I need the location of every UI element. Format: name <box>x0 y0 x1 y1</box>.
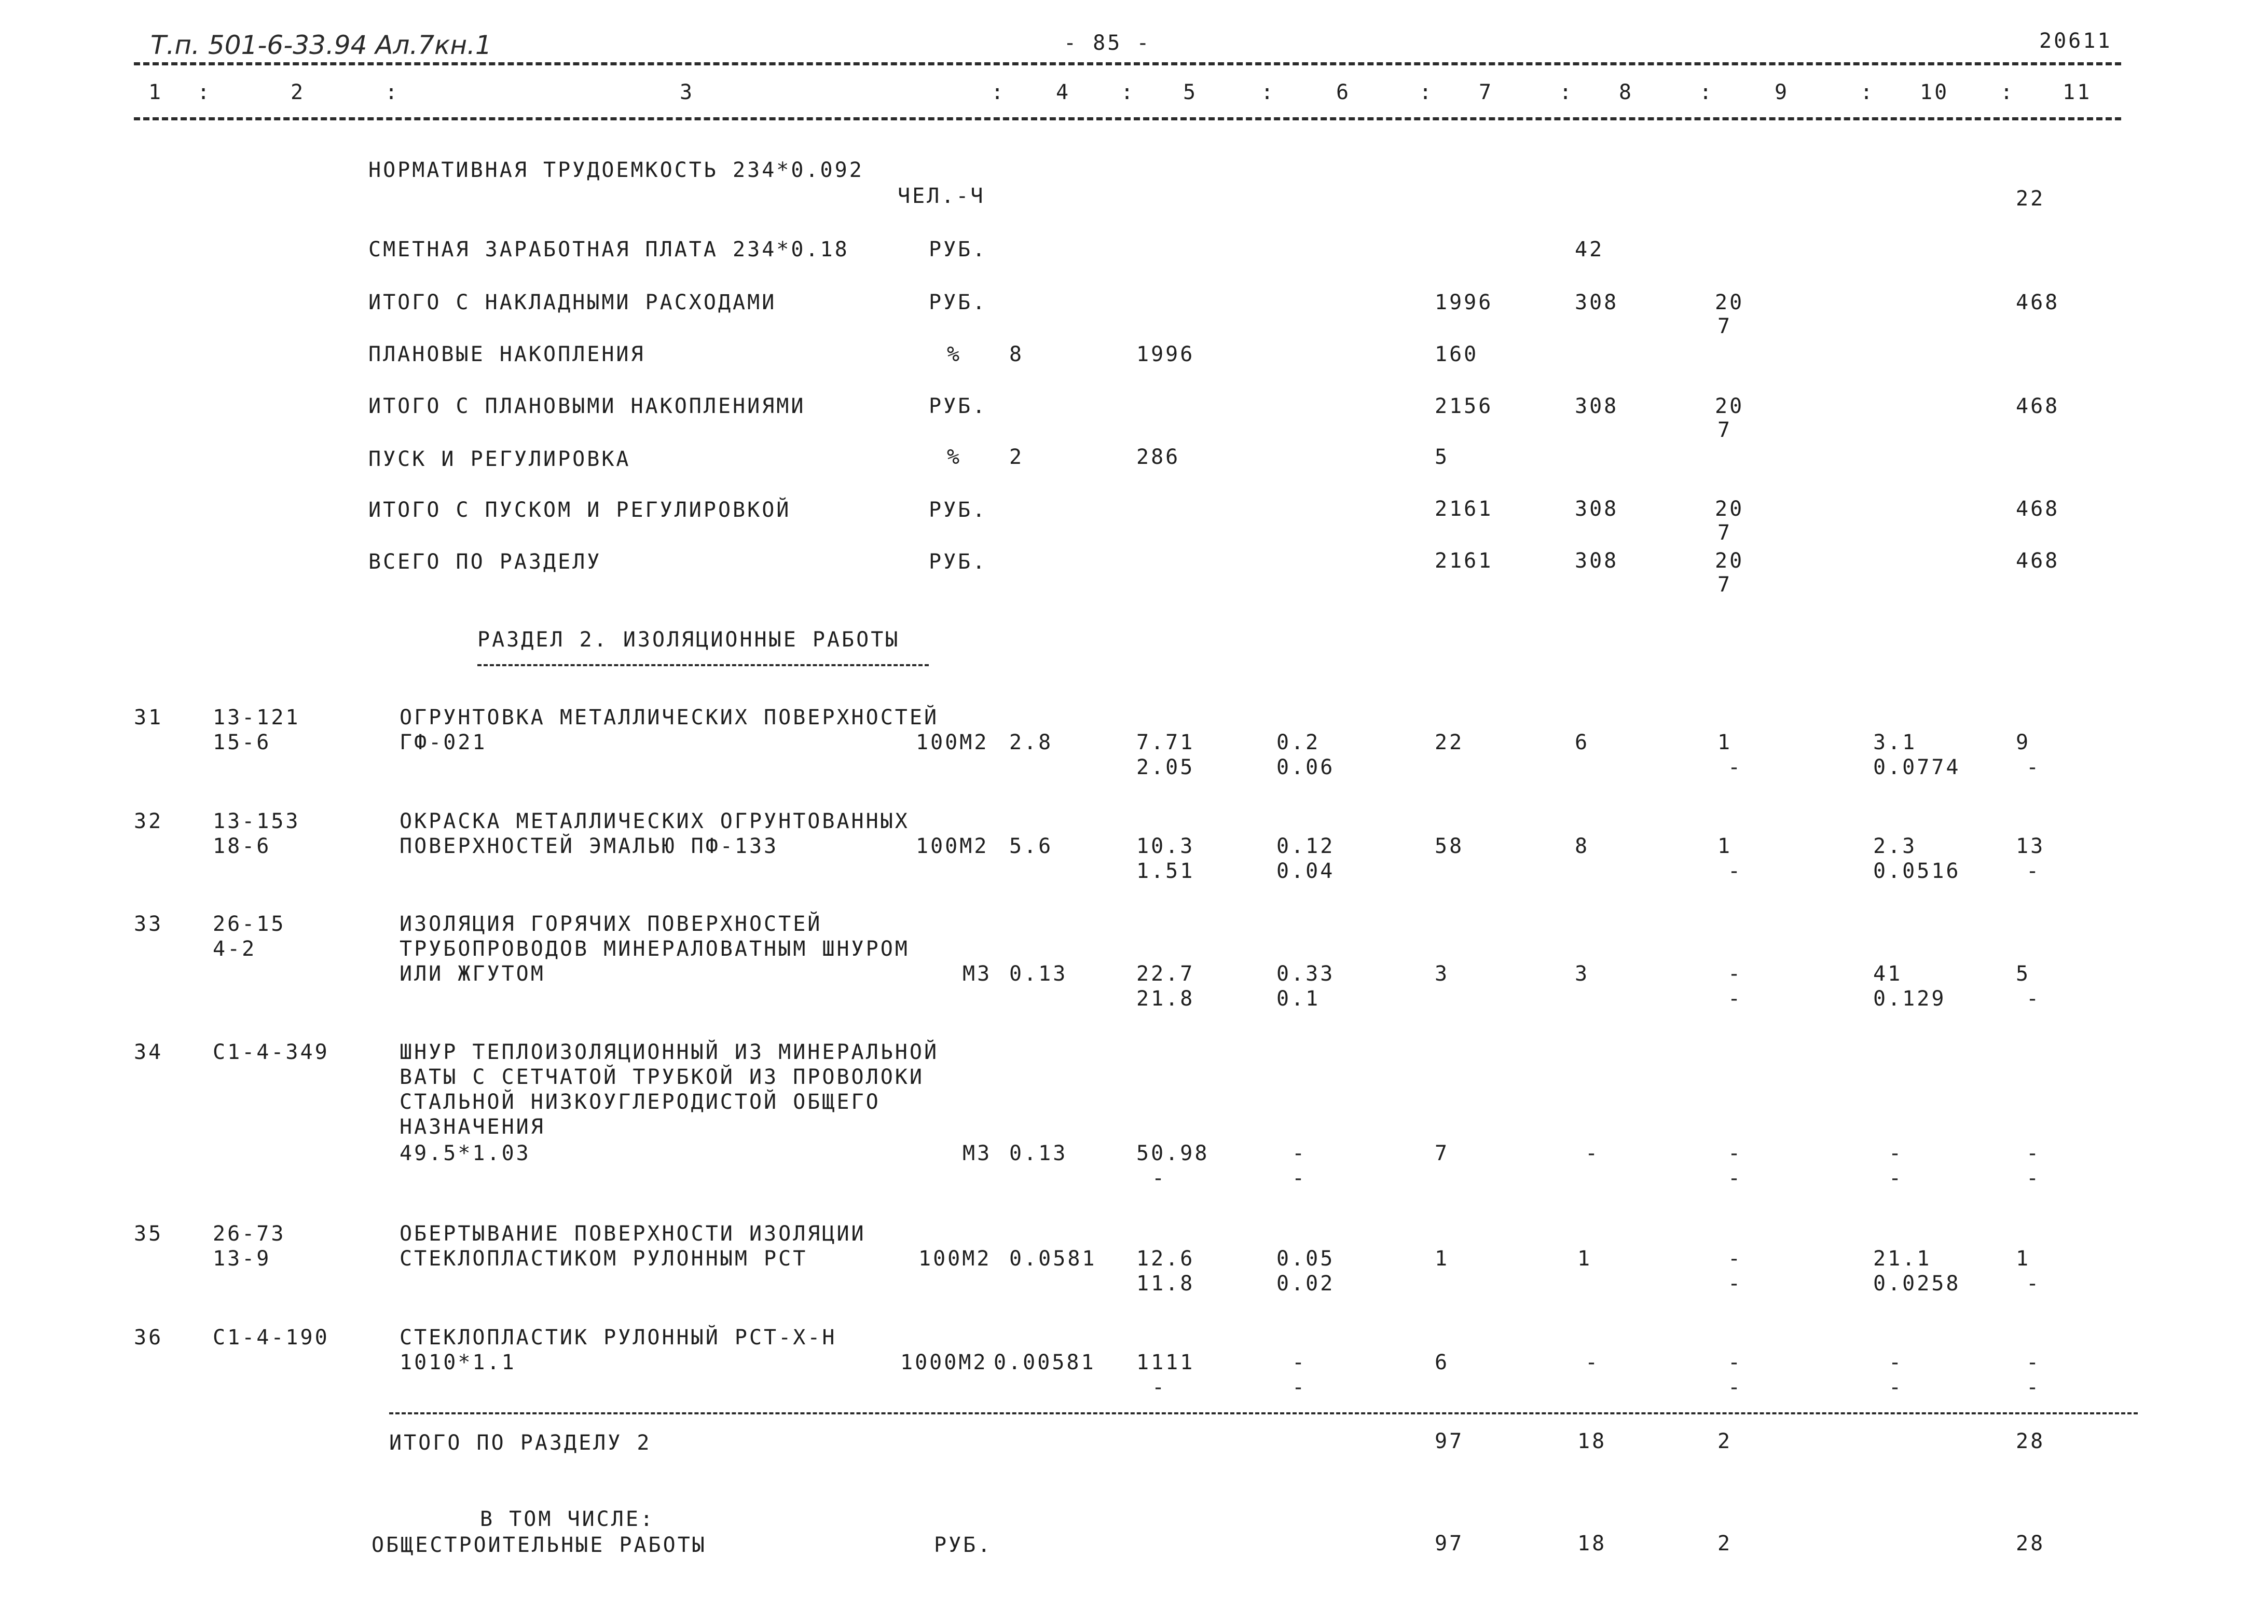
cell: 0.0774 <box>1873 755 1961 779</box>
cell: - <box>1292 1375 1307 1399</box>
item-number: 36 <box>134 1326 163 1350</box>
cell: 7.71 <box>1136 731 1195 754</box>
summary-label: ИТОГО С ПУСКОМ И РЕГУЛИРОВКОЙ <box>368 498 791 522</box>
section-title: РАЗДЕЛ 2. ИЗОЛЯЦИОННЫЕ РАБОТЫ <box>477 628 900 652</box>
item-description: ГФ-021 <box>400 731 487 754</box>
summary-value: 2161 <box>1435 497 1493 521</box>
cell: - <box>2026 755 2041 779</box>
item-description: НАЗНАЧЕНИЯ <box>400 1115 545 1139</box>
summary-unit: % <box>947 342 962 366</box>
item-number: 33 <box>134 912 163 936</box>
summary-label: ИТОГО С НАКЛАДНЫМИ РАСХОДАМИ <box>368 291 777 314</box>
summary-value: 22 <box>2016 187 2045 211</box>
summary-value: 308 <box>1575 394 1619 418</box>
col-header-6: 6 <box>1336 80 1351 104</box>
totals-rule <box>389 1412 2138 1414</box>
totals-value: 18 <box>1577 1429 1607 1453</box>
cell: 21.1 <box>1873 1247 1932 1271</box>
document-code: Т.п. 501-6-33.94 Ал.7кн.1 <box>150 30 492 60</box>
cell: 3 <box>1575 962 1590 986</box>
summary-value: 7 <box>1717 573 1733 597</box>
summary-value: 468 <box>2016 394 2060 418</box>
col-header-5: 5 <box>1183 80 1198 104</box>
col-header-1: 1 <box>148 80 163 104</box>
summary-unit: РУБ. <box>929 238 987 262</box>
summary-unit: РУБ. <box>929 291 987 314</box>
summary-value: 468 <box>2016 497 2060 521</box>
cell: - <box>2026 859 2041 883</box>
summary-value: 5 <box>1435 445 1450 469</box>
item-quantity: 0.13 <box>1009 1141 1068 1165</box>
item-description: ОГРУНТОВКА МЕТАЛЛИЧЕСКИХ ПОВЕРХНОСТЕЙ <box>400 706 939 730</box>
col-sep: : <box>1121 80 1136 104</box>
page-number: - 85 - <box>1064 31 1151 55</box>
cell: 3 <box>1435 962 1450 986</box>
item-code: 13-121 <box>213 706 300 730</box>
summary-unit: РУБ. <box>929 394 987 418</box>
item-unit: 100М2 <box>918 1247 992 1271</box>
cell: 7 <box>1435 1141 1450 1165</box>
cell: 50.98 <box>1136 1141 1209 1165</box>
item-description: 1010*1.1 <box>400 1351 516 1374</box>
summary-value: 1996 <box>1136 342 1195 366</box>
cell: 0.2 <box>1276 731 1321 754</box>
cell: 0.33 <box>1276 962 1335 986</box>
cell: 2.05 <box>1136 755 1195 779</box>
item-description: ОКРАСКА МЕТАЛЛИЧЕСКИХ ОГРУНТОВАННЫХ <box>400 809 910 833</box>
item-quantity: 0.13 <box>1009 962 1068 986</box>
summary-unit: ЧЕЛ.-Ч <box>898 184 985 208</box>
cell: 1.51 <box>1136 859 1195 883</box>
col-header-7: 7 <box>1479 80 1494 104</box>
summary-label: СМЕТНАЯ ЗАРАБОТНАЯ ПЛАТА 234*0.18 <box>368 238 849 262</box>
col-sep: : <box>197 80 212 104</box>
item-description: ОБЕРТЫВАНИЕ ПОВЕРХНОСТИ ИЗОЛЯЦИИ <box>400 1222 866 1246</box>
cell: 0.04 <box>1276 859 1335 883</box>
cell: - <box>1728 987 1743 1011</box>
document-number: 20611 <box>2039 29 2112 53</box>
cell: - <box>1728 962 1743 986</box>
summary-value: 308 <box>1575 549 1619 573</box>
cell: 3.1 <box>1873 731 1917 754</box>
item-unit: 1000М2 <box>900 1351 988 1374</box>
cell: - <box>2026 1375 2041 1399</box>
summary-value: 7 <box>1717 521 1733 545</box>
cell: 1111 <box>1136 1351 1195 1374</box>
summary-unit: % <box>947 445 962 469</box>
cell: 0.1 <box>1276 987 1321 1011</box>
col-header-9: 9 <box>1775 80 1790 104</box>
totals-label: ИТОГО ПО РАЗДЕЛУ 2 <box>389 1431 652 1455</box>
cell: 0.02 <box>1276 1272 1335 1296</box>
cell: 8 <box>1575 834 1590 858</box>
item-code: 4-2 <box>213 937 257 961</box>
summary-value: 7 <box>1717 314 1733 338</box>
general-works-label: ОБЩЕСТРОИТЕЛЬНЫЕ РАБОТЫ <box>372 1533 707 1557</box>
cell: - <box>1728 1272 1743 1296</box>
item-quantity: 5.6 <box>1009 834 1053 858</box>
cell: - <box>1585 1141 1600 1165</box>
item-code: 15-6 <box>213 731 271 754</box>
item-description: СТАЛЬНОЙ НИЗКОУГЛЕРОДИСТОЙ ОБЩЕГО <box>400 1090 881 1114</box>
item-number: 35 <box>134 1222 163 1246</box>
cell: - <box>1728 1247 1743 1271</box>
totals-value: 28 <box>2016 1429 2045 1453</box>
cell: - <box>1728 1141 1743 1165</box>
cell: 11.8 <box>1136 1272 1195 1296</box>
cell: - <box>2026 1272 2041 1296</box>
cell: 58 <box>1435 834 1464 858</box>
item-description: ИЛИ ЖГУТОМ <box>400 962 545 986</box>
cell: 9 <box>2016 731 2031 754</box>
col-sep: : <box>1419 80 1434 104</box>
item-number: 32 <box>134 809 163 833</box>
item-description: ПОВЕРХНОСТЕЙ ЭМАЛЬЮ ПФ-133 <box>400 834 779 858</box>
cell: 1 <box>1717 834 1733 858</box>
cell: 5 <box>2016 962 2031 986</box>
cell: 0.12 <box>1276 834 1335 858</box>
item-code: 26-73 <box>213 1222 286 1246</box>
item-code: С1-4-190 <box>213 1326 329 1350</box>
cell: 0.05 <box>1276 1247 1335 1271</box>
summary-value: 20 <box>1715 291 1744 314</box>
item-description: ВАТЫ С СЕТЧАТОЙ ТРУБКОЙ ИЗ ПРОВОЛОКИ <box>400 1065 924 1089</box>
item-code: 13-153 <box>213 809 300 833</box>
cell: - <box>1728 859 1743 883</box>
item-unit: 100М2 <box>916 731 989 754</box>
summary-label: ПУСК И РЕГУЛИРОВКА <box>368 447 631 471</box>
item-code: 13-9 <box>213 1247 271 1271</box>
item-quantity: 2.8 <box>1009 731 1053 754</box>
header-rule-bottom <box>134 117 2121 120</box>
cell: - <box>1728 1351 1743 1374</box>
summary-value: 42 <box>1575 238 1604 262</box>
summary-value: 468 <box>2016 549 2060 573</box>
col-header-3: 3 <box>680 80 695 104</box>
cell: 41 <box>1873 962 1903 986</box>
item-unit: М3 <box>963 1141 992 1165</box>
section-title-underline <box>477 664 929 666</box>
totals-value: 97 <box>1435 1429 1464 1453</box>
item-unit: М3 <box>963 962 992 986</box>
cell: - <box>1889 1375 1904 1399</box>
item-quantity: 0.0581 <box>1009 1247 1097 1271</box>
summary-label: ИТОГО С ПЛАНОВЫМИ НАКОПЛЕНИЯМИ <box>368 394 806 418</box>
cell: - <box>1292 1141 1307 1165</box>
item-description: СТЕКЛОПЛАСТИК РУЛОННЫЙ РСТ-Х-Н <box>400 1326 837 1350</box>
item-number: 31 <box>134 706 163 730</box>
general-works-unit: РУБ. <box>934 1533 993 1557</box>
cell: 0.0258 <box>1873 1272 1961 1296</box>
col-sep: : <box>991 80 1006 104</box>
cell: - <box>1728 755 1743 779</box>
item-unit: 100М2 <box>916 834 989 858</box>
general-works-value: 18 <box>1577 1532 1607 1556</box>
summary-value: 1996 <box>1435 291 1493 314</box>
summary-label: ПЛАНОВЫЕ НАКОПЛЕНИЯ <box>368 342 645 366</box>
general-works-value: 28 <box>2016 1532 2045 1556</box>
item-code: С1-4-349 <box>213 1040 329 1064</box>
summary-value: 20 <box>1715 549 1744 573</box>
header-rule-top <box>134 62 2121 65</box>
cell: 1 <box>1717 731 1733 754</box>
item-number: 34 <box>134 1040 163 1064</box>
item-description: 49.5*1.03 <box>400 1141 531 1165</box>
summary-value: 20 <box>1715 394 1744 418</box>
summary-value: 8 <box>1009 342 1024 366</box>
summary-value: 2161 <box>1435 549 1493 573</box>
cell: 10.3 <box>1136 834 1195 858</box>
cell: 12.6 <box>1136 1247 1195 1271</box>
cell: - <box>2026 1141 2041 1165</box>
item-code: 26-15 <box>213 912 286 936</box>
col-sep: : <box>2000 80 2015 104</box>
cell: 21.8 <box>1136 987 1195 1011</box>
item-code: 18-6 <box>213 834 271 858</box>
item-description: ИЗОЛЯЦИЯ ГОРЯЧИХ ПОВЕРХНОСТЕЙ <box>400 912 822 936</box>
summary-unit: РУБ. <box>929 498 987 522</box>
cell: 13 <box>2016 834 2045 858</box>
cell: 1 <box>1577 1247 1592 1271</box>
col-header-8: 8 <box>1619 80 1634 104</box>
cell: 1 <box>2016 1247 2031 1271</box>
col-sep: : <box>385 80 400 104</box>
summary-value: 20 <box>1715 497 1744 521</box>
item-description: СТЕКЛОПЛАСТИКОМ РУЛОННЫМ РСТ <box>400 1247 808 1271</box>
cell: 0.129 <box>1873 987 1946 1011</box>
cell: - <box>2026 987 2041 1011</box>
cell: 22.7 <box>1136 962 1195 986</box>
cell: - <box>2026 1166 2041 1190</box>
totals-value: 2 <box>1717 1429 1733 1453</box>
cell: - <box>1889 1166 1904 1190</box>
summary-label: ВСЕГО ПО РАЗДЕЛУ <box>368 550 602 574</box>
summary-label: НОРМАТИВНАЯ ТРУДОЕМКОСТЬ 234*0.092 <box>368 158 864 182</box>
summary-unit: РУБ. <box>929 550 987 574</box>
cell: 2.3 <box>1873 834 1917 858</box>
cell: - <box>1585 1351 1600 1374</box>
summary-value: 7 <box>1717 418 1733 442</box>
col-sep: : <box>1699 80 1714 104</box>
col-header-4: 4 <box>1056 80 1071 104</box>
item-description: ТРУБОПРОВОДОВ МИНЕРАЛОВАТНЫМ ШНУРОМ <box>400 937 910 961</box>
cell: 6 <box>1435 1351 1450 1374</box>
cell: 22 <box>1435 731 1464 754</box>
summary-value: 308 <box>1575 291 1619 314</box>
summary-value: 2156 <box>1435 394 1493 418</box>
col-sep: : <box>1559 80 1574 104</box>
summary-value: 308 <box>1575 497 1619 521</box>
cell: - <box>1292 1166 1307 1190</box>
cell: 6 <box>1575 731 1590 754</box>
col-header-10: 10 <box>1920 80 1949 104</box>
cell: - <box>2026 1351 2041 1374</box>
summary-value: 468 <box>2016 291 2060 314</box>
item-description: ШНУР ТЕПЛОИЗОЛЯЦИОННЫЙ ИЗ МИНЕРАЛЬНОЙ <box>400 1040 939 1064</box>
cell: 0.0516 <box>1873 859 1961 883</box>
cell: - <box>1889 1141 1904 1165</box>
cell: - <box>1152 1166 1167 1190</box>
col-sep: : <box>1261 80 1276 104</box>
cell: 0.06 <box>1276 755 1335 779</box>
cell: - <box>1292 1351 1307 1374</box>
col-header-11: 11 <box>2063 80 2092 104</box>
item-quantity: 0.00581 <box>994 1351 1096 1374</box>
summary-value: 2 <box>1009 445 1024 469</box>
cell: 1 <box>1435 1247 1450 1271</box>
general-works-value: 97 <box>1435 1532 1464 1556</box>
col-header-2: 2 <box>291 80 306 104</box>
cell: - <box>1728 1166 1743 1190</box>
including-label: В ТОМ ЧИСЛЕ: <box>480 1507 655 1531</box>
summary-value: 286 <box>1136 445 1180 469</box>
general-works-value: 2 <box>1717 1532 1733 1556</box>
col-sep: : <box>1860 80 1875 104</box>
cell: - <box>1889 1351 1904 1374</box>
summary-value: 160 <box>1435 342 1479 366</box>
cell: - <box>1728 1375 1743 1399</box>
cell: - <box>1152 1375 1167 1399</box>
